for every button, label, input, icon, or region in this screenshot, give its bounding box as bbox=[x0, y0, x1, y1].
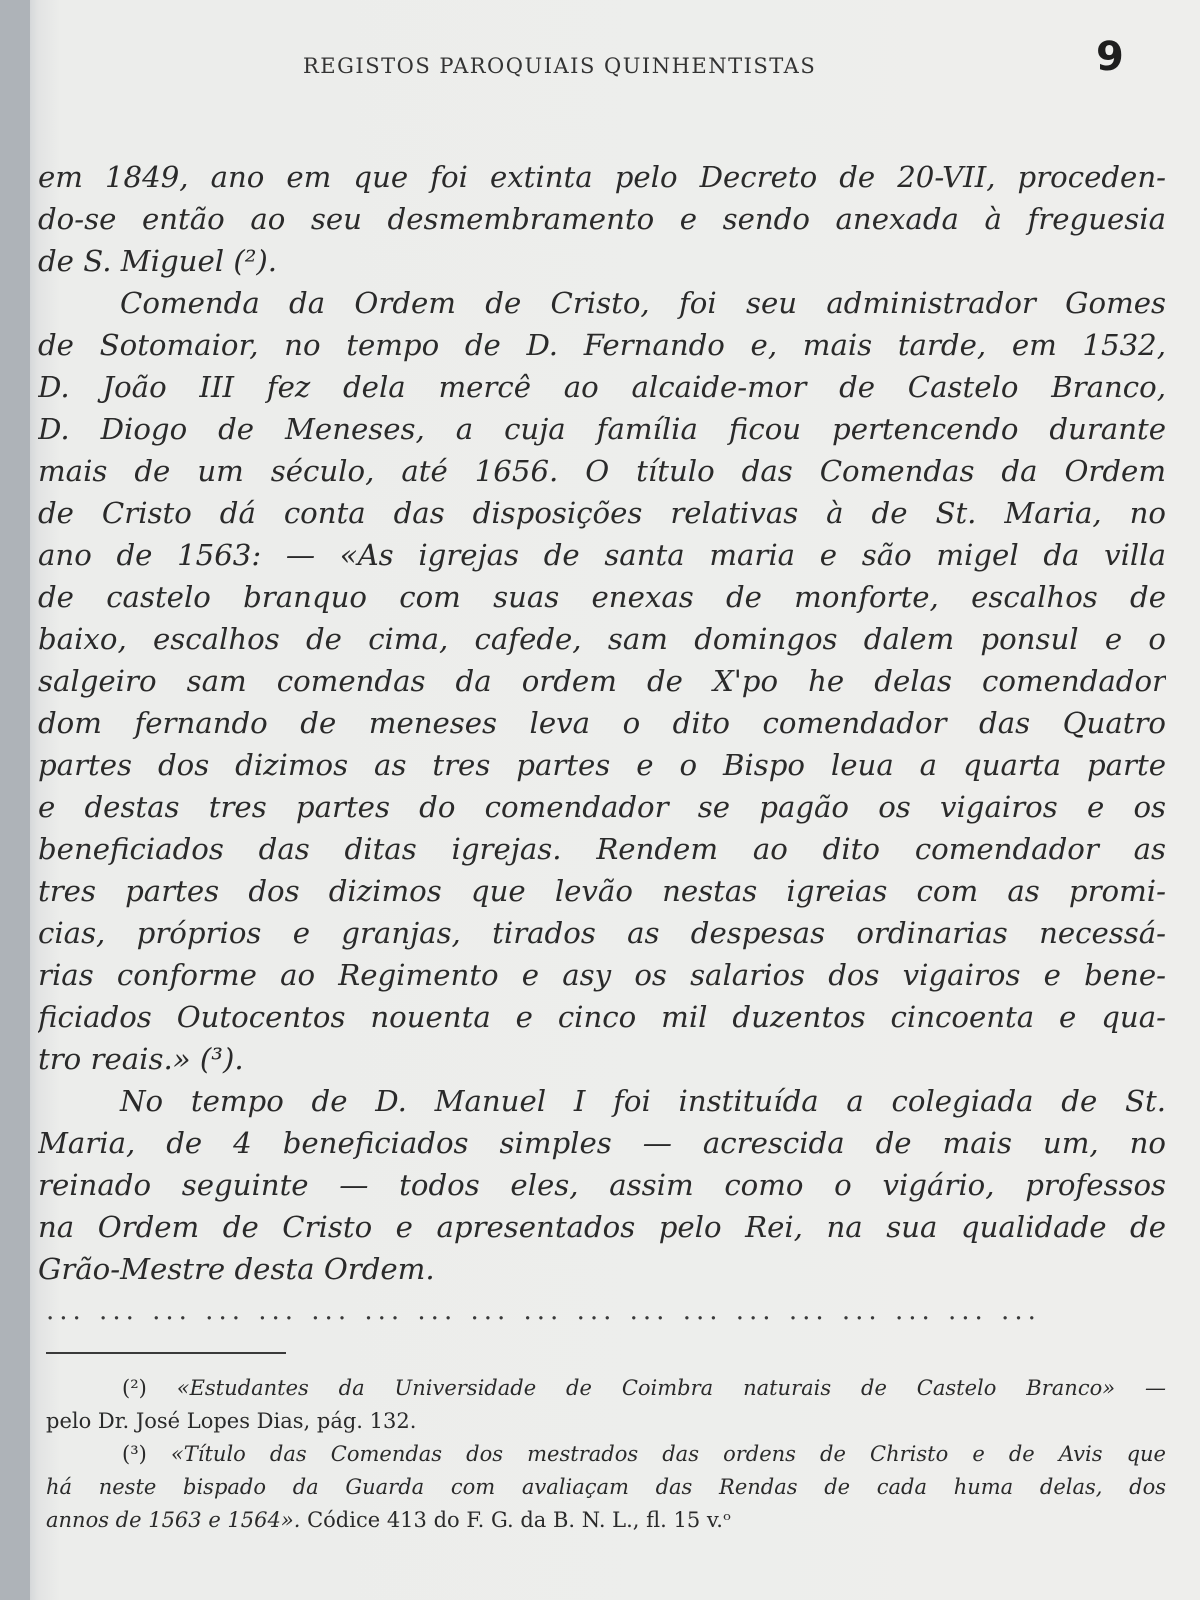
text-line: do-se então ao seu desmembramento e sendo anexada à freguesia bbox=[38, 202, 1166, 236]
binding-gutter bbox=[0, 0, 30, 1600]
body-text bbox=[38, 156, 1166, 1290]
text-line: baixo, escalhos de cima, cafede, sam domingos dalem ponsul e o bbox=[38, 622, 1166, 656]
running-title: REGISTOS PAROQUIAIS QUINHENTISTAS bbox=[303, 54, 817, 78]
text-line: de Cristo dá conta das disposições relativas à de St. Maria, no bbox=[38, 496, 1166, 530]
footnote-text: annos de 1563 e 1564». bbox=[46, 1508, 301, 1532]
footnote-text: Códice 413 do F. G. da B. N. L., fl. 15 v.ᵒ bbox=[300, 1508, 732, 1532]
text-line: ano de 1563: — «As igrejas de santa maria e são migel da villa bbox=[38, 538, 1166, 572]
text-line: partes dos dizimos as tres partes e o Bispo leua a quarta parte bbox=[38, 748, 1166, 782]
text-line: salgeiro sam comendas da ordem de X'po he delas comendador bbox=[38, 664, 1166, 698]
text-line: cias, próprios e granjas, tirados as despesas ordinarias necessá- bbox=[38, 916, 1166, 950]
text-line: tro reais.» (³). bbox=[38, 1042, 244, 1076]
text-line: D. Diogo de Meneses, a cuja família ficou pertencendo durante bbox=[38, 412, 1166, 446]
text-line: reinado seguinte — todos eles, assim como o vigário, professos bbox=[38, 1168, 1166, 1202]
footnote-rule bbox=[46, 1352, 286, 1354]
text-line: beneficiados das ditas igrejas. Rendem ao dito comendador as bbox=[38, 832, 1166, 866]
footnote-marker: (³) bbox=[122, 1442, 147, 1466]
text-line: de Sotomaior, no tempo de D. Fernando e, mais tarde, em 1532, bbox=[38, 328, 1166, 362]
text-line: de castelo branquo com suas enexas de monforte, escalhos de bbox=[38, 580, 1166, 614]
text-line: Comenda da Ordem de Cristo, foi seu administrador Gomes bbox=[120, 286, 1166, 320]
text-line: No tempo de D. Manuel I foi instituída a colegiada de St. bbox=[120, 1084, 1166, 1118]
page-number: 9 bbox=[1096, 34, 1124, 80]
footnote-2-line: pelo Dr. José Lopes Dias, pág. 132. bbox=[46, 1409, 417, 1433]
text-line: Maria, de 4 beneficiados simples — acrescida de mais um, no bbox=[38, 1126, 1166, 1160]
footnote-3-line: há neste bispado da Guarda com avaliaçam das Rendas de cada huma delas, dos bbox=[46, 1475, 1166, 1499]
footnote-3-line bbox=[46, 1438, 1166, 1471]
text-line: rias conforme ao Regimento e asy os salarios dos vigairos e bene- bbox=[38, 958, 1166, 992]
footnote-2-line bbox=[46, 1372, 1166, 1405]
text-line: Grão-Mestre desta Ordem. bbox=[38, 1252, 435, 1286]
text-line: tres partes dos dizimos que levão nestas igreias com as promi- bbox=[38, 874, 1166, 908]
text-line: ficiados Outocentos nouenta e cinco mil duzentos cincoenta e qua- bbox=[38, 1000, 1166, 1034]
text-line: e destas tres partes do comendador se pagão os vigairos e os bbox=[38, 790, 1166, 824]
text-line: dom fernando de meneses leva o dito comendador das Quatro bbox=[38, 706, 1166, 740]
footnote-text: «Estudantes da Universidade de Coimbra naturais de Castelo Branco» — bbox=[176, 1376, 1166, 1400]
text-line: em 1849, ano em que foi extinta pelo Decreto de 20-VII, proceden- bbox=[38, 160, 1166, 194]
footnote-text: «Título das Comendas dos mestrados das ordens de Christo e de Avis que bbox=[170, 1442, 1166, 1466]
text-line: na Ordem de Cristo e apresentados pelo Rei, na sua qualidade de bbox=[38, 1210, 1166, 1244]
text-line: mais de um século, até 1656. O título das Comendas da Ordem bbox=[38, 454, 1166, 488]
text-line: D. João III fez dela mercê ao alcaide-mor de Castelo Branco, bbox=[38, 370, 1166, 404]
footnote-3-line bbox=[46, 1504, 1166, 1537]
footnotes bbox=[46, 1372, 1166, 1537]
text-line: de S. Miguel (²). bbox=[38, 244, 278, 278]
ellipsis-row: ... ... ... ... ... ... ... ... ... ... ... ... ... ... ... ... ... ... ... bbox=[46, 1296, 1041, 1326]
footnote-marker: (²) bbox=[122, 1376, 147, 1400]
